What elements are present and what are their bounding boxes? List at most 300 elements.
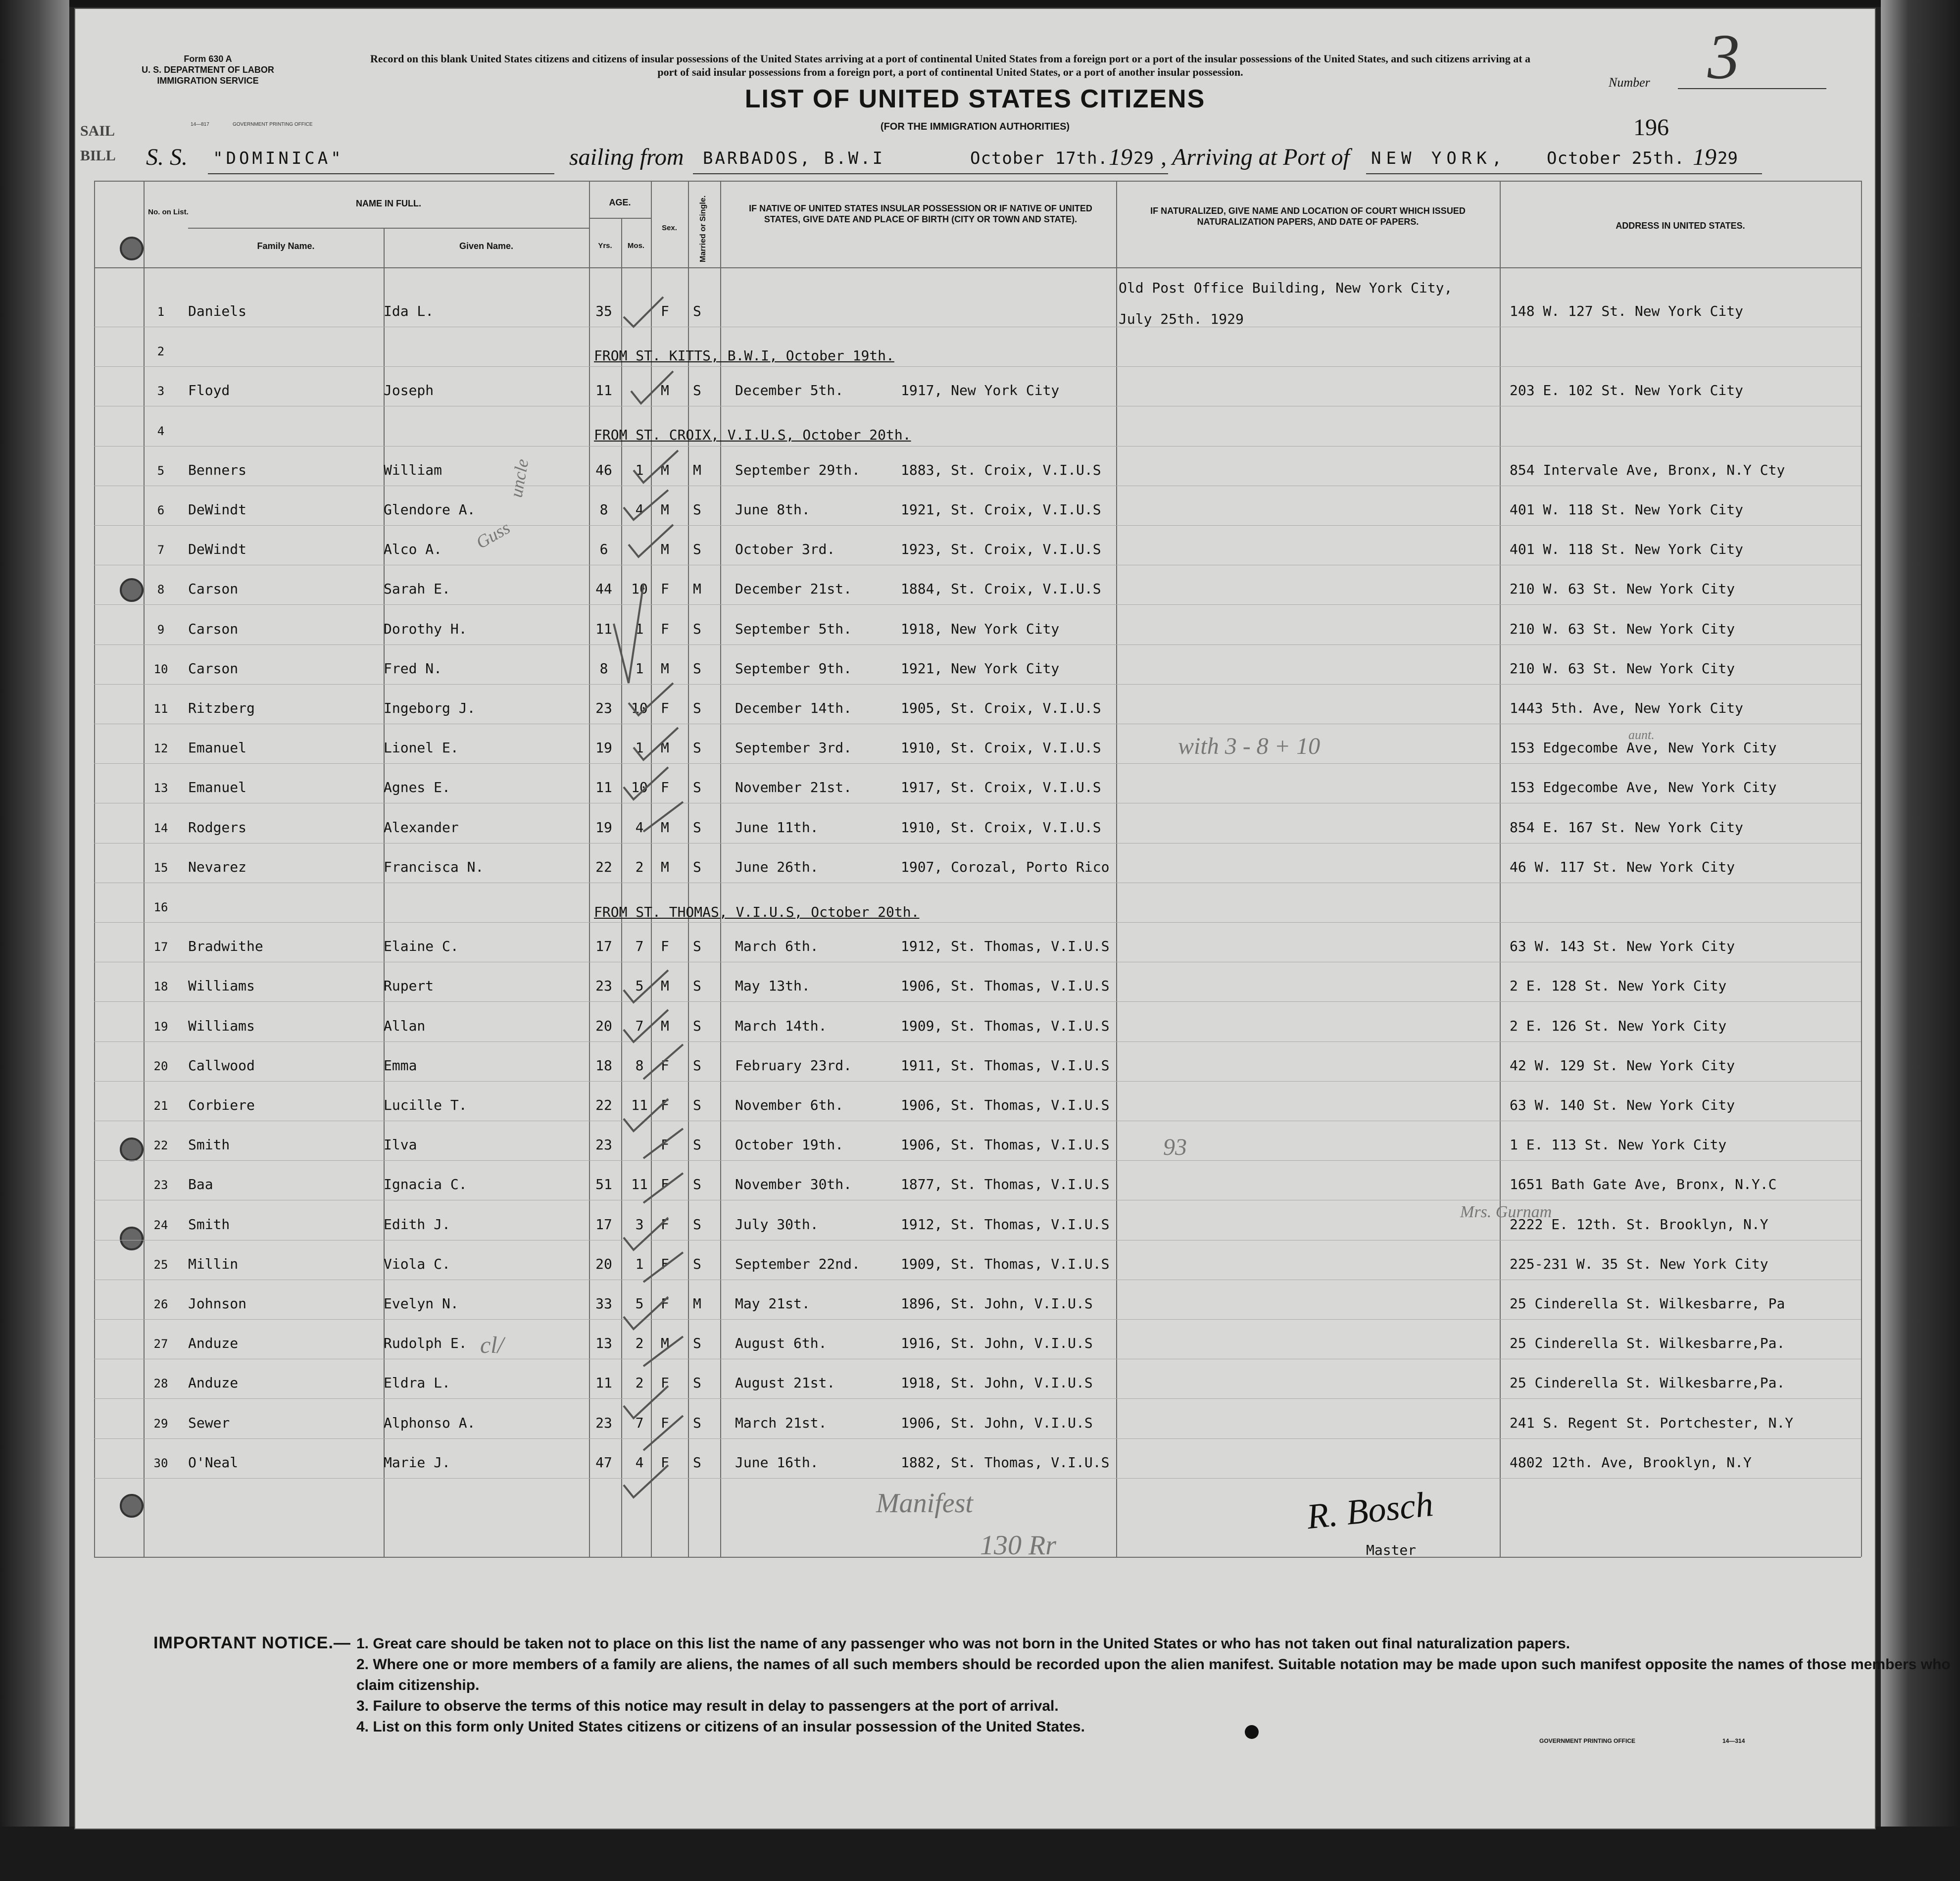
- age-years: 11: [595, 382, 612, 399]
- birth-date: March 14th.: [735, 1017, 827, 1034]
- family-name: Baa: [188, 1176, 213, 1193]
- birth-date: June 11th.: [735, 819, 819, 836]
- row-number: 17: [153, 940, 168, 954]
- header-sex: Sex.: [662, 224, 677, 232]
- family-name: Daniels: [188, 303, 247, 319]
- binder-hole-icon: [120, 237, 144, 260]
- sex: F: [661, 1375, 669, 1391]
- row-number: 6: [157, 503, 165, 517]
- age-months: 7: [635, 938, 644, 955]
- address: 2 E. 128 St. New York City: [1510, 978, 1727, 994]
- row-rule: [94, 684, 1861, 685]
- form-identification: [94, 53, 322, 86]
- age-years: 47: [595, 1454, 612, 1471]
- given-name: Alexander: [384, 819, 459, 836]
- age-years: 20: [595, 1255, 612, 1272]
- header-years: Yrs.: [598, 242, 612, 250]
- scan-edge-top: [0, 0, 1960, 7]
- sex: F: [661, 1176, 669, 1193]
- given-name: Ingeborg J.: [384, 700, 476, 716]
- manifest-page: [74, 8, 1876, 1830]
- side-tab-label: BILL: [80, 148, 116, 164]
- family-name: Rodgers: [188, 819, 247, 836]
- age-years: 11: [595, 1375, 612, 1391]
- given-name: Ilva: [384, 1137, 417, 1153]
- birth-date: November 30th.: [735, 1176, 852, 1193]
- age-years: 8: [599, 501, 608, 518]
- marital-status: M: [693, 581, 701, 597]
- row-number: 24: [153, 1218, 168, 1232]
- family-name: Emanuel: [188, 740, 247, 756]
- birth-place: 1907, Corozal, Porto Rico: [901, 858, 1110, 875]
- sex: F: [661, 1295, 669, 1312]
- age-months: 2: [635, 1375, 644, 1391]
- given-name: Eldra L.: [384, 1375, 450, 1391]
- row-number: 11: [153, 702, 168, 716]
- sex: F: [661, 1255, 669, 1272]
- birth-place: 1910, St. Croix, V.I.U.S: [901, 819, 1101, 836]
- family-name: O'Neal: [188, 1454, 239, 1471]
- age-months: 11: [631, 1176, 648, 1193]
- family-name: Bradwithe: [188, 938, 263, 955]
- age-months: 2: [635, 1335, 644, 1352]
- row-rule: [94, 1041, 1861, 1042]
- header-no: No. on List.: [148, 208, 189, 216]
- address: 42 W. 129 St. New York City: [1510, 1057, 1735, 1074]
- marital-status: S: [693, 1375, 701, 1391]
- sex: M: [661, 1335, 669, 1352]
- row-number: 20: [153, 1059, 168, 1073]
- birth-place: 1912, St. Thomas, V.I.U.S: [901, 1216, 1110, 1233]
- scan-edge-right: [1881, 0, 1960, 1881]
- age-months: 10: [631, 700, 648, 716]
- arrival-year: 29: [1717, 148, 1738, 168]
- birth-date: July 30th.: [735, 1216, 819, 1233]
- row-number: 19: [153, 1019, 168, 1034]
- handwritten-note: cl/: [480, 1332, 504, 1358]
- notice-item: 4. List on this form only United States citizens or citizens of an insular possession of the United States.: [356, 1719, 1085, 1735]
- age-months: 1: [635, 740, 644, 756]
- header-age: AGE.: [609, 198, 631, 207]
- family-name: DeWindt: [188, 501, 247, 518]
- address: 25 Cinderella St. Wilkesbarre, Pa: [1510, 1295, 1785, 1312]
- header-birth: IF NATIVE OF UNITED STATES INSULAR POSSESSION OR IF NATIVE OF UNITED STATES, GIVE DATE AND PLACE OF BIRTH (CITY OR TOWN AND STATE).: [749, 203, 1092, 224]
- marital-status: M: [693, 1295, 701, 1312]
- handwritten-note: 93: [1163, 1134, 1187, 1160]
- marital-status: S: [693, 1097, 701, 1113]
- address: 2222 E. 12th. St. Brooklyn, N.Y: [1510, 1216, 1768, 1233]
- master-label: Master: [1366, 1542, 1417, 1558]
- header-naturalization: IF NATURALIZED, GIVE NAME AND LOCATION OF COURT WHICH ISSUED NATURALIZATION PAPERS, AND DATE OF PAPERS.: [1150, 206, 1466, 227]
- given-name: William: [384, 461, 442, 478]
- given-name: Lucille T.: [384, 1097, 467, 1113]
- age-months: 5: [635, 978, 644, 994]
- address: 2 E. 126 St. New York City: [1510, 1017, 1727, 1034]
- family-name: DeWindt: [188, 541, 247, 558]
- family-name: Smith: [188, 1137, 230, 1153]
- birth-place: 1906, St. Thomas, V.I.U.S: [901, 1137, 1110, 1153]
- row-rule: [94, 644, 1861, 645]
- age-months: 7: [635, 1414, 644, 1431]
- birth-date: September 29th.: [735, 461, 860, 478]
- given-name: Rudolph E.: [384, 1335, 467, 1352]
- birth-place: 1916, St. John, V.I.U.S: [901, 1335, 1093, 1352]
- address: 854 E. 167 St. New York City: [1510, 819, 1744, 836]
- marital-status: S: [693, 1017, 701, 1034]
- address: 63 W. 143 St. New York City: [1510, 938, 1735, 955]
- birth-place: 1905, St. Croix, V.I.U.S: [901, 700, 1101, 716]
- section-header: FROM ST. CROIX, V.I.U.S, October 20th.: [594, 427, 911, 443]
- birth-place: 1906, St. Thomas, V.I.U.S: [901, 1097, 1110, 1113]
- notice-item: 1. Great care should be taken not to place on this list the name of any passenger who was not born in the United States or who has not taken out final naturalization papers.: [356, 1635, 1570, 1652]
- family-name: Williams: [188, 1017, 255, 1034]
- age-months: 4: [635, 1454, 644, 1471]
- page-title: LIST OF UNITED STATES CITIZENS: [744, 85, 1206, 113]
- family-name: Corbiere: [188, 1097, 255, 1113]
- family-name: Carson: [188, 620, 239, 637]
- age-years: 23: [595, 978, 612, 994]
- row-number: 28: [153, 1377, 168, 1391]
- family-name: Johnson: [188, 1295, 247, 1312]
- birth-date: June 26th.: [735, 858, 819, 875]
- printer-label: GOVERNMENT PRINTING OFFICE: [233, 122, 313, 127]
- age-years: 46: [595, 461, 612, 478]
- address: 225-231 W. 35 St. New York City: [1510, 1255, 1768, 1272]
- age-years: 6: [599, 541, 608, 558]
- family-name: Williams: [188, 978, 255, 994]
- column-divider: [94, 181, 95, 1557]
- row-number: 8: [157, 583, 165, 597]
- birth-place: 1906, St. Thomas, V.I.U.S: [901, 978, 1110, 994]
- departure-year: 29: [1133, 148, 1154, 168]
- age-years: 23: [595, 700, 612, 716]
- sex: M: [661, 461, 669, 478]
- sex: F: [661, 1414, 669, 1431]
- scan-edge-bottom: [0, 1827, 1960, 1881]
- given-name: Evelyn N.: [384, 1295, 459, 1312]
- birth-place: 1882, St. Thomas, V.I.U.S: [901, 1454, 1110, 1471]
- age-months: 3: [635, 1216, 644, 1233]
- check-marks-icon: [594, 287, 742, 1505]
- given-name: Alco A.: [384, 541, 442, 558]
- birth-date: August 21st.: [735, 1375, 835, 1391]
- sex: F: [661, 1454, 669, 1471]
- family-name: Smith: [188, 1216, 230, 1233]
- birth-date: August 6th.: [735, 1335, 827, 1352]
- notice-heading: IMPORTANT NOTICE.—: [153, 1634, 351, 1652]
- row-number: 16: [153, 900, 168, 914]
- binder-hole-icon: [120, 1138, 144, 1161]
- address: 210 W. 63 St. New York City: [1510, 620, 1735, 637]
- age-months: 1: [635, 461, 644, 478]
- birth-date: September 22nd.: [735, 1255, 860, 1272]
- birth-date: September 3rd.: [735, 740, 852, 756]
- birth-place: 1921, St. Croix, V.I.U.S: [901, 501, 1101, 518]
- birth-date: September 9th.: [735, 660, 852, 677]
- marital-status: S: [693, 700, 701, 716]
- row-number: 4: [157, 424, 165, 438]
- row-number: 26: [153, 1297, 168, 1311]
- list-number: 3: [1708, 21, 1740, 93]
- marital-status: S: [693, 1057, 701, 1074]
- column-divider: [1861, 181, 1862, 1557]
- sex: F: [661, 303, 669, 319]
- sex: M: [661, 819, 669, 836]
- sex: M: [661, 858, 669, 875]
- age-years: 23: [595, 1414, 612, 1431]
- header-months: Mos.: [627, 242, 645, 250]
- given-name: Emma: [384, 1057, 417, 1074]
- family-name: Emanuel: [188, 779, 247, 796]
- marital-status: S: [693, 779, 701, 796]
- marital-status: S: [693, 501, 701, 518]
- row-number: 22: [153, 1138, 168, 1153]
- birth-place: 1917, New York City: [901, 382, 1060, 399]
- master-signature: R. Bosch: [1305, 1484, 1435, 1537]
- birth-date: May 21st.: [735, 1295, 810, 1312]
- family-name: Millin: [188, 1255, 239, 1272]
- address: 63 W. 140 St. New York City: [1510, 1097, 1735, 1113]
- birth-place: 1917, St. Croix, V.I.U.S: [901, 779, 1101, 796]
- given-name: Ida L.: [384, 303, 434, 319]
- sex: M: [661, 740, 669, 756]
- age-months: 8: [635, 1057, 644, 1074]
- birth-date: June 8th.: [735, 501, 810, 518]
- address: 401 W. 118 St. New York City: [1510, 541, 1744, 558]
- arriving-label: , Arriving at Port of: [1161, 144, 1350, 170]
- address: 148 W. 127 St. New York City: [1510, 303, 1744, 319]
- row-number: 21: [153, 1099, 168, 1113]
- age-years: 11: [595, 620, 612, 637]
- marital-status: S: [693, 660, 701, 677]
- marital-status: S: [693, 303, 701, 319]
- birth-date: December 5th.: [735, 382, 844, 399]
- age-months: 2: [635, 858, 644, 875]
- family-name: Callwood: [188, 1057, 255, 1074]
- given-name: Agnes E.: [384, 779, 450, 796]
- table-header-border: [94, 267, 1861, 268]
- given-name: Allan: [384, 1017, 426, 1034]
- row-rule: [94, 922, 1861, 923]
- address: 153 Edgecombe Ave, New York City: [1510, 740, 1777, 756]
- page-number: 196: [1633, 114, 1669, 141]
- age-months: 11: [631, 1097, 648, 1113]
- age-months: 7: [635, 1017, 644, 1034]
- row-number: 13: [153, 781, 168, 795]
- header-address: ADDRESS IN UNITED STATES.: [1616, 221, 1745, 231]
- marital-status: S: [693, 1255, 701, 1272]
- sex: F: [661, 779, 669, 796]
- age-years: 19: [595, 819, 612, 836]
- age-years: 22: [595, 858, 612, 875]
- address: 210 W. 63 St. New York City: [1510, 660, 1735, 677]
- sex: M: [661, 501, 669, 518]
- row-number: 9: [157, 622, 165, 637]
- page-subtitle: (FOR THE IMMIGRATION AUTHORITIES): [880, 121, 1070, 132]
- departure-port: BARBADOS, B.W.I: [703, 148, 885, 168]
- birth-place: 1910, St. Croix, V.I.U.S: [901, 740, 1101, 756]
- ship-prefix: S. S.: [146, 144, 188, 170]
- given-name: Fred N.: [384, 660, 442, 677]
- marital-status: S: [693, 620, 701, 637]
- birth-place: 1923, St. Croix, V.I.U.S: [901, 541, 1101, 558]
- table-top-border: [94, 181, 1861, 182]
- address: 401 W. 118 St. New York City: [1510, 501, 1744, 518]
- age-months: 10: [631, 581, 648, 597]
- marital-status: S: [693, 541, 701, 558]
- given-name: Elaine C.: [384, 938, 459, 955]
- row-rule: [94, 1081, 1861, 1082]
- ship-name: "DOMINICA": [213, 148, 344, 168]
- year-prefix: 19: [1693, 144, 1716, 170]
- handwritten-note: Mrs. Gurnam: [1460, 1203, 1552, 1221]
- number-line: [1678, 88, 1826, 89]
- given-name: Dorothy H.: [384, 620, 467, 637]
- row-rule: [94, 1160, 1861, 1161]
- given-name: Joseph: [384, 382, 434, 399]
- address: 203 E. 102 St. New York City: [1510, 382, 1744, 399]
- age-years: 17: [595, 1216, 612, 1233]
- column-divider: [1116, 181, 1117, 1557]
- arrival-port: NEW YORK,: [1371, 148, 1507, 168]
- age-years: 18: [595, 1057, 612, 1074]
- family-name: Anduze: [188, 1375, 239, 1391]
- table-bottom-border: [94, 1557, 1861, 1558]
- birth-place: 1911, St. Thomas, V.I.U.S: [901, 1057, 1110, 1074]
- age-months: 10: [631, 779, 648, 796]
- marital-status: S: [693, 740, 701, 756]
- family-name: Carson: [188, 660, 239, 677]
- marital-status: S: [693, 382, 701, 399]
- handwritten-note: 130 Rr: [980, 1530, 1056, 1561]
- arrival-line: [1366, 173, 1762, 174]
- sex: F: [661, 581, 669, 597]
- notice-item: 3. Failure to observe the terms of this notice may result in delay to passengers at the port of arrival.: [356, 1698, 1059, 1714]
- age-months: 1: [635, 660, 644, 677]
- birth-place: 1912, St. Thomas, V.I.U.S: [901, 938, 1110, 955]
- family-name: Nevarez: [188, 858, 247, 875]
- year-prefix: 19: [1109, 144, 1132, 170]
- address: 46 W. 117 St. New York City: [1510, 858, 1735, 875]
- name-header-rule: [188, 228, 589, 229]
- age-years: 20: [595, 1017, 612, 1034]
- marital-status: S: [693, 1335, 701, 1352]
- given-name: Edith J.: [384, 1216, 450, 1233]
- binder-hole-icon: [120, 578, 144, 602]
- given-name: Viola C.: [384, 1255, 450, 1272]
- form-code: 14—314: [1722, 1737, 1745, 1744]
- age-years: 23: [595, 1137, 612, 1153]
- header-name-in-full: NAME IN FULL.: [356, 198, 421, 208]
- binder-hole-icon: [120, 1227, 144, 1250]
- family-name: Anduze: [188, 1335, 239, 1352]
- row-number: 12: [153, 742, 168, 756]
- age-years: 19: [595, 740, 612, 756]
- address: 854 Intervale Ave, Bronx, N.Y Cty: [1510, 461, 1785, 478]
- department-name: U. S. DEPARTMENT OF LABOR: [142, 65, 274, 75]
- sex: M: [661, 978, 669, 994]
- marital-status: S: [693, 938, 701, 955]
- age-months: 4: [635, 819, 644, 836]
- age-years: 33: [595, 1295, 612, 1312]
- age-months: 4: [635, 501, 644, 518]
- sex: F: [661, 1216, 669, 1233]
- given-name: Rupert: [384, 978, 434, 994]
- handwritten-note: uncle: [506, 457, 533, 499]
- marital-status: S: [693, 1137, 701, 1153]
- column-divider: [384, 228, 385, 1557]
- sex: F: [661, 1097, 669, 1113]
- form-instructions: Record on this blank United States citizens and citizens of insular possessions of the United States arriving at a port of continental United States from a foreign port or a port of the insular possessions of the United States, and such citizens arriving at a port of said insular possessions from a foreign port, a port of continental United States, or a port of another insular possession.: [370, 52, 1531, 78]
- row-rule: [94, 1319, 1861, 1320]
- age-years: 8: [599, 660, 608, 677]
- birth-place: 1906, St. John, V.I.U.S: [901, 1414, 1093, 1431]
- marital-status: S: [693, 819, 701, 836]
- marital-status: S: [693, 978, 701, 994]
- row-number: 30: [153, 1456, 168, 1470]
- family-name: Floyd: [188, 382, 230, 399]
- given-name: Marie J.: [384, 1454, 450, 1471]
- form-number: Form 630 A: [184, 54, 232, 64]
- column-divider: [1500, 181, 1501, 1557]
- birth-place: 1909, St. Thomas, V.I.U.S: [901, 1017, 1110, 1034]
- row-number: 3: [157, 384, 165, 398]
- birth-date: May 13th.: [735, 978, 810, 994]
- row-rule: [94, 525, 1861, 526]
- header-marital-status: Married or Single.: [699, 195, 707, 262]
- family-name: Carson: [188, 581, 239, 597]
- number-label: Number: [1609, 75, 1650, 90]
- birth-date: December 21st.: [735, 581, 852, 597]
- age-years: 51: [595, 1176, 612, 1193]
- birth-date: June 16th.: [735, 1454, 819, 1471]
- address: 210 W. 63 St. New York City: [1510, 581, 1735, 597]
- age-years: 11: [595, 779, 612, 796]
- row-rule: [94, 604, 1861, 605]
- birth-date: October 19th.: [735, 1137, 844, 1153]
- address: 25 Cinderella St. Wilkesbarre,Pa.: [1510, 1335, 1785, 1352]
- section-header: FROM ST. KITTS, B.W.I, October 19th.: [594, 347, 894, 364]
- form-code: 14—817: [191, 122, 209, 127]
- birth-place: 1896, St. John, V.I.U.S: [901, 1295, 1093, 1312]
- printer-label: GOVERNMENT PRINTING OFFICE: [1539, 1737, 1636, 1744]
- row-number: 2: [157, 345, 165, 359]
- family-name: Ritzberg: [188, 700, 255, 716]
- row-rule: [94, 1001, 1861, 1002]
- birth-place: 1918, St. John, V.I.U.S: [901, 1375, 1093, 1391]
- row-rule: [94, 1438, 1861, 1439]
- sex: F: [661, 620, 669, 637]
- address: 241 S. Regent St. Portchester, N.Y: [1510, 1414, 1794, 1431]
- marital-status: S: [693, 1454, 701, 1471]
- row-number: 14: [153, 821, 168, 835]
- row-number: 15: [153, 860, 168, 875]
- departure-date: October 17th.: [970, 148, 1109, 168]
- birth-place: 1877, St. Thomas, V.I.U.S: [901, 1176, 1110, 1193]
- family-name: Sewer: [188, 1414, 230, 1431]
- row-number: 10: [153, 662, 168, 676]
- handwritten-note: Manifest: [876, 1488, 973, 1519]
- marital-status: S: [693, 1216, 701, 1233]
- birth-place: 1909, St. Thomas, V.I.U.S: [901, 1255, 1110, 1272]
- age-years: 35: [595, 303, 612, 319]
- sex: F: [661, 700, 669, 716]
- birth-date: December 14th.: [735, 700, 852, 716]
- scan-edge-left: [0, 0, 69, 1881]
- row-number: 25: [153, 1257, 168, 1272]
- birth-date: September 5th.: [735, 620, 852, 637]
- age-months: 5: [635, 1295, 644, 1312]
